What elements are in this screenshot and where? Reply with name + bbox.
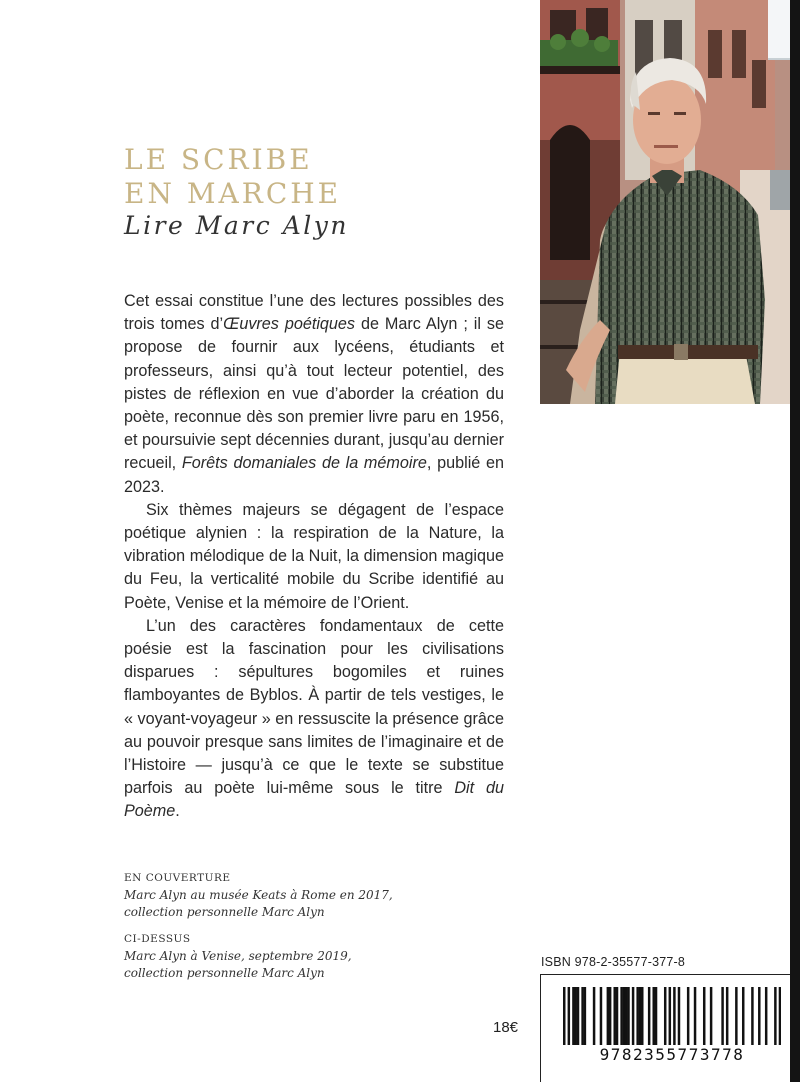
barcode-bar xyxy=(758,987,760,1045)
credit-label-above: CI-DESSUS xyxy=(124,933,191,945)
barcode-bar xyxy=(721,987,723,1045)
barcode-bar xyxy=(765,987,767,1045)
barcode-bar xyxy=(687,987,689,1045)
barcode-bar xyxy=(655,987,657,1045)
book-subtitle: Lire Marc Alyn xyxy=(124,211,349,240)
text-run: L’un des caractères fondamentaux de cette poésie est la fascination pour les civilisations disparues : sépultures bogomiles et ruines flamboyantes de Byblos. À partir de tels vestiges, le « voyant-voyageur » en ressuscite la présence grâce au pouvoir presque sans limites de l’imaginaire et de l’Histoire — jusqu’à ce que le texte se substitue parfois au poète lui-même sous le titre xyxy=(124,616,504,798)
barcode-bar xyxy=(607,987,609,1045)
text-run: Cet essai constitue l’une des lectures possibles des trois tomes d’ xyxy=(124,292,504,334)
barcode-bar xyxy=(726,987,728,1045)
barcode-bar xyxy=(563,987,565,1045)
barcode-bar xyxy=(632,987,634,1045)
italic-title: Œuvres poétiques xyxy=(223,315,356,334)
barcode-bar xyxy=(625,987,627,1045)
barcode-bar xyxy=(703,987,705,1045)
barcode-bar xyxy=(581,987,583,1045)
text-run: . xyxy=(175,802,180,821)
photo-credits xyxy=(124,870,393,982)
book-title xyxy=(124,143,341,211)
barcode-bar xyxy=(623,987,625,1045)
barcode-bar xyxy=(669,987,671,1045)
barcode-bar xyxy=(620,987,622,1045)
title-line-2: EN MARCHE xyxy=(124,177,342,210)
barcode-digits: 9782355773778 xyxy=(599,1045,745,1064)
blurb-paragraph-1 xyxy=(124,290,504,499)
text-run: , publié en 2023. xyxy=(124,454,505,496)
barcode-bar xyxy=(779,987,781,1045)
barcode-panel xyxy=(540,974,790,1082)
blurb-paragraph-2 xyxy=(124,499,504,615)
sky-strip xyxy=(768,0,790,58)
barcode-bar xyxy=(572,987,574,1045)
barcode-bar xyxy=(568,987,570,1045)
barcode-bar xyxy=(648,987,650,1045)
italic-title: Dit du Poème xyxy=(124,779,504,821)
barcode-bar xyxy=(751,987,753,1045)
credit-cover-line-1: Marc Alyn au musée Keats à Rome en 2017, xyxy=(124,888,393,902)
barcode-bar xyxy=(593,987,595,1045)
title-line-1: LE SCRIBE xyxy=(124,143,313,176)
barcode-bar xyxy=(613,987,615,1045)
barcode-bar xyxy=(710,987,712,1045)
barcode xyxy=(563,987,781,1045)
barcode-bar xyxy=(639,987,641,1045)
author-photo xyxy=(540,0,790,404)
credit-above-line-1: Marc Alyn à Venise, septembre 2019, xyxy=(124,949,352,963)
barcode-bar xyxy=(616,987,618,1045)
barcode-bar xyxy=(678,987,680,1045)
blurb xyxy=(124,290,504,824)
barcode-bar xyxy=(664,987,666,1045)
text-run: Six thèmes majeurs se dégagent de l’espace poétique alynien : la respiration de la Nature, la vibration mélodique de la Nuit, la dimension magique du Feu, la verticalité mobile du Scribe identifié au Poète, Venise et la mémoire de l’Orient. xyxy=(124,500,504,612)
barcode-bar xyxy=(600,987,602,1045)
barcode-bar xyxy=(609,987,611,1045)
barcode-bar xyxy=(627,987,629,1045)
credit-label-cover: EN COUVERTURE xyxy=(124,872,231,884)
barcode-bar xyxy=(735,987,737,1045)
barcode-bar xyxy=(636,987,638,1045)
barcode-bar xyxy=(694,987,696,1045)
barcode-bar xyxy=(577,987,579,1045)
price-label: 18€ xyxy=(493,1019,519,1036)
blurb-paragraph-3 xyxy=(124,615,504,824)
isbn-label: ISBN 978-2-35577-377-8 xyxy=(541,955,686,969)
credit-cover-line-2: collection personnelle Marc Alyn xyxy=(124,905,325,919)
barcode-bar xyxy=(652,987,654,1045)
barcode-bar xyxy=(742,987,744,1045)
spine-edge xyxy=(790,0,800,1082)
italic-title: Forêts domaniales de la mémoire xyxy=(181,454,427,473)
barcode-bar xyxy=(673,987,675,1045)
barcode-bar xyxy=(584,987,586,1045)
text-run: de Marc Alyn ; il se propose de fournir aux lycéens, étudiants et professeurs, ainsi qu’à tout lecteur potentiel, des pistes de réflexion en vue d’aborder la création du poète, reconnue dès son premier livre paru en 1956, et poursuivie sept décennies durant, jusqu’au dernier recueil, xyxy=(124,315,504,473)
barcode-bar xyxy=(774,987,776,1045)
barcode-bar xyxy=(574,987,576,1045)
barcode-bar xyxy=(641,987,643,1045)
credit-above-line-2: collection personnelle Marc Alyn xyxy=(124,966,325,980)
